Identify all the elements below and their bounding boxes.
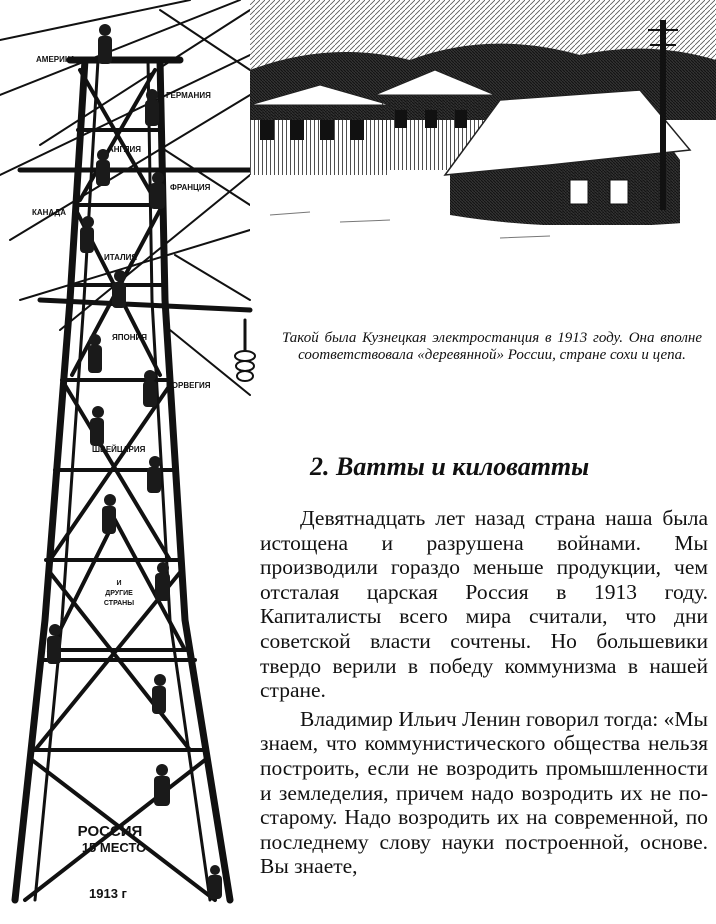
label-russia-place: 15 МЕСТО (81, 840, 147, 855)
photo-caption: Такой была Кузнецкая электростанция в 1913 году. Она вполне соответствовала «деревянной» России, стране сохи и цепа. (282, 330, 702, 363)
power-station-photo (250, 0, 716, 252)
paragraph: Владимир Ильич Ленин говорил тогда: «Мы знаем, что коммунистического общества нельзя построить, если не возродить промышленности и земледелия, причем надо возродить их не по-старому. Надо возродить их на современной, по последнему слову науки построенной, основе. Вы знаете, (260, 706, 708, 879)
label-other-1: И (116, 580, 122, 587)
label-france: ФРАНЦИЯ (170, 183, 211, 192)
label-canada: КАНАДА (32, 208, 66, 217)
label-norway: НОРВЕГИЯ (166, 381, 211, 390)
paragraph: Девятнадцать лет назад страна наша была истощена и разрушена войнами. Мы производили гораздо меньше продукции, чем отсталая царская Россия в 1913 году. Капиталисты всего мира считали, что дни советской власти сочтены. Но большевики твердо верили в победу коммунизма в нашей стране. (260, 506, 708, 703)
label-england: АНГЛИЯ (108, 145, 142, 154)
label-switzerland: ШВЕЙЦАРИЯ (92, 445, 146, 454)
section-heading: 2. Ватты и киловатты (310, 452, 590, 481)
label-other-2: ДРУГИЕ (105, 590, 133, 597)
label-italy: ИТАЛИЯ (104, 253, 138, 262)
label-japan: ЯПОНИЯ (112, 333, 147, 342)
label-year: 1913 г (89, 886, 127, 901)
body-text (260, 506, 708, 879)
label-other-3: СТРАНЫ (103, 600, 135, 607)
label-germany: ГЕРМАНИЯ (166, 91, 211, 100)
label-russia: РОССИЯ (77, 823, 143, 840)
label-america: АМЕРИКА (36, 55, 76, 64)
